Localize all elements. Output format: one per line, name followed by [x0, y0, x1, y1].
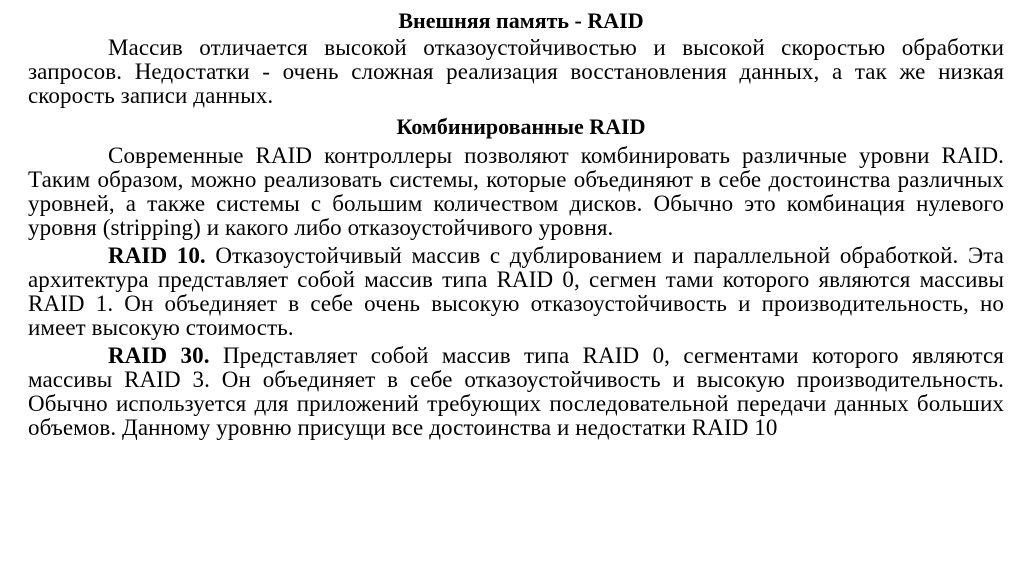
- section-title-combined-raid: Комбинированные RAID: [396, 114, 646, 139]
- paragraph-raid10: [28, 244, 1004, 340]
- paragraph-raid30: [28, 344, 1004, 440]
- raid30-label: RAID 30.: [108, 343, 210, 368]
- paragraph-combined-raid-intro: Современные RAID контроллеры позволяют комбинировать различные уровни RAID. Таким образом, можно реализовать системы, которые объединяют в себе достоинства различных уровней, а также системы с большим количеством дисков. Обычно это комбинация нулевого уровня (stripping) и какого либо отказоустойчивого уровня.: [28, 143, 1004, 240]
- section-title-raid: Внешняя память - RAID: [398, 8, 644, 33]
- raid30-text: Представляет собой массив типа RAID 0, сегментами которого являются массивы RAID 3. Он объединяет в себе отказоустойчивость и высокую производительность. Обычно используется для приложений требующих последовательной передачи данных больших объемов. Данному уровню присущи все достоинства и недостатки RAID 10: [28, 343, 1004, 440]
- raid10-text: Отказоустойчивый массив с дублированием и параллельной обработкой. Эта архитектура представляет собой массив типа RAID 0, сегмен тами которого являются массивы RAID 1. Он объединяет в себе очень высокую отказоустойчивость и производительность, но имеет высокую стоимость.: [28, 243, 1004, 340]
- paragraph-raid-description: Массив отличается высокой отказоустойчивостью и высокой скоростью обработки запросов. Недостатки - очень сложная реализация восстановления данных, а так же низкая скорость записи данных.: [28, 35, 1004, 108]
- raid10-label: RAID 10.: [108, 243, 206, 268]
